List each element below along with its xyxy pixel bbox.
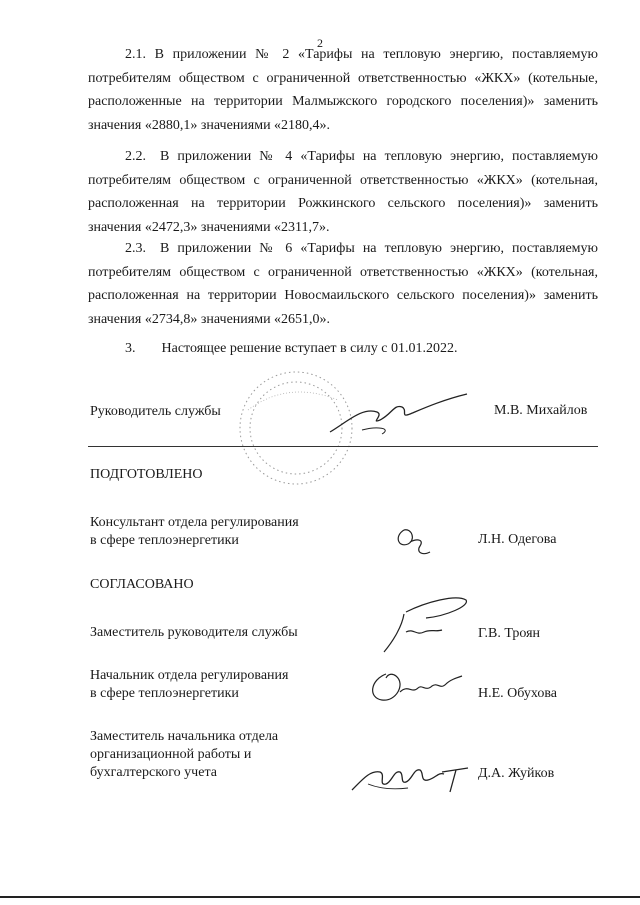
agreed-signer-2-signature-icon	[366, 664, 466, 709]
paragraph-2-3	[88, 237, 598, 331]
paragraph-text: В приложении № 4 «Тарифы на тепловую энергию, поставляемую потребителям обществом с ограниченной ответственностью «ЖКХ» (котельная, расположенная на территории Рожкинского сельского поселения)» заменить значения «2472,3» значениями «2311,7».	[88, 149, 598, 235]
position-line: Заместитель начальника отдела	[90, 729, 279, 744]
agreed-signer-1-signature-icon	[376, 592, 476, 657]
agreed-signer-3-signature-icon	[348, 754, 473, 799]
position-line: Консультант отдела регулирования	[90, 515, 299, 530]
agreed-signer-2-position	[90, 667, 288, 703]
position-line: Начальник отдела регулирования	[90, 668, 289, 683]
position-line: в сфере теплоэнергетики	[90, 686, 239, 701]
prepared-name: Л.Н. Одегова	[478, 532, 557, 547]
prepared-position	[90, 514, 299, 550]
agreed-signer-3-position	[90, 728, 278, 782]
paragraph-number: 2.1.	[125, 47, 146, 62]
position-line: Заместитель руководителя службы	[90, 625, 298, 640]
agreed-heading: СОГЛАСОВАНО	[90, 577, 194, 592]
paragraph-number: 2.2.	[125, 149, 146, 164]
paragraph-text: В приложении № 2 «Тарифы на тепловую энергию, поставляемую потребителям обществом с ограниченной ответственностью «ЖКХ» (котельные, расположенные на территории Малмыжского городского поселения)» заменить значения «2880,1» значениями «2180,4».	[88, 47, 598, 133]
prepared-signature-icon	[390, 522, 440, 562]
position-line: в сфере теплоэнергетики	[90, 533, 239, 548]
divider-line	[88, 446, 598, 447]
scan-edge-line	[0, 896, 640, 898]
agreed-signer-1-name: Г.В. Троян	[478, 626, 541, 641]
agreed-signer-2-name: Н.Е. Обухова	[478, 686, 557, 701]
head-signature-icon	[322, 392, 472, 442]
agreed-signer-3-name: Д.А. Жуйков	[478, 766, 555, 781]
prepared-heading: ПОДГОТОВЛЕНО	[90, 467, 203, 482]
paragraph-text: В приложении № 6 «Тарифы на тепловую энергию, поставляемую потребителям обществом с ограниченной ответственностью «ЖКХ» (котельная, расположенная на территории Новосмаильского сельского поселения)» заменить значения «2734,8» значениями «2651,0».	[88, 241, 598, 327]
paragraph-number: 2.3.	[125, 241, 146, 256]
head-position: Руководитель службы	[90, 404, 221, 419]
agreed-signer-1-position	[90, 624, 298, 642]
paragraph-number: 3.	[125, 341, 136, 356]
position-line: организационной работы и	[90, 747, 252, 762]
paragraph-2-1	[88, 43, 598, 137]
position-line: бухгалтерского учета	[90, 765, 217, 780]
paragraph-text: Настоящее решение вступает в силу с 01.01.2022.	[161, 341, 458, 356]
head-name: М.В. Михайлов	[494, 403, 588, 418]
paragraph-2-2	[88, 145, 598, 239]
page-number: 2	[317, 36, 323, 50]
paragraph-3	[88, 337, 598, 361]
